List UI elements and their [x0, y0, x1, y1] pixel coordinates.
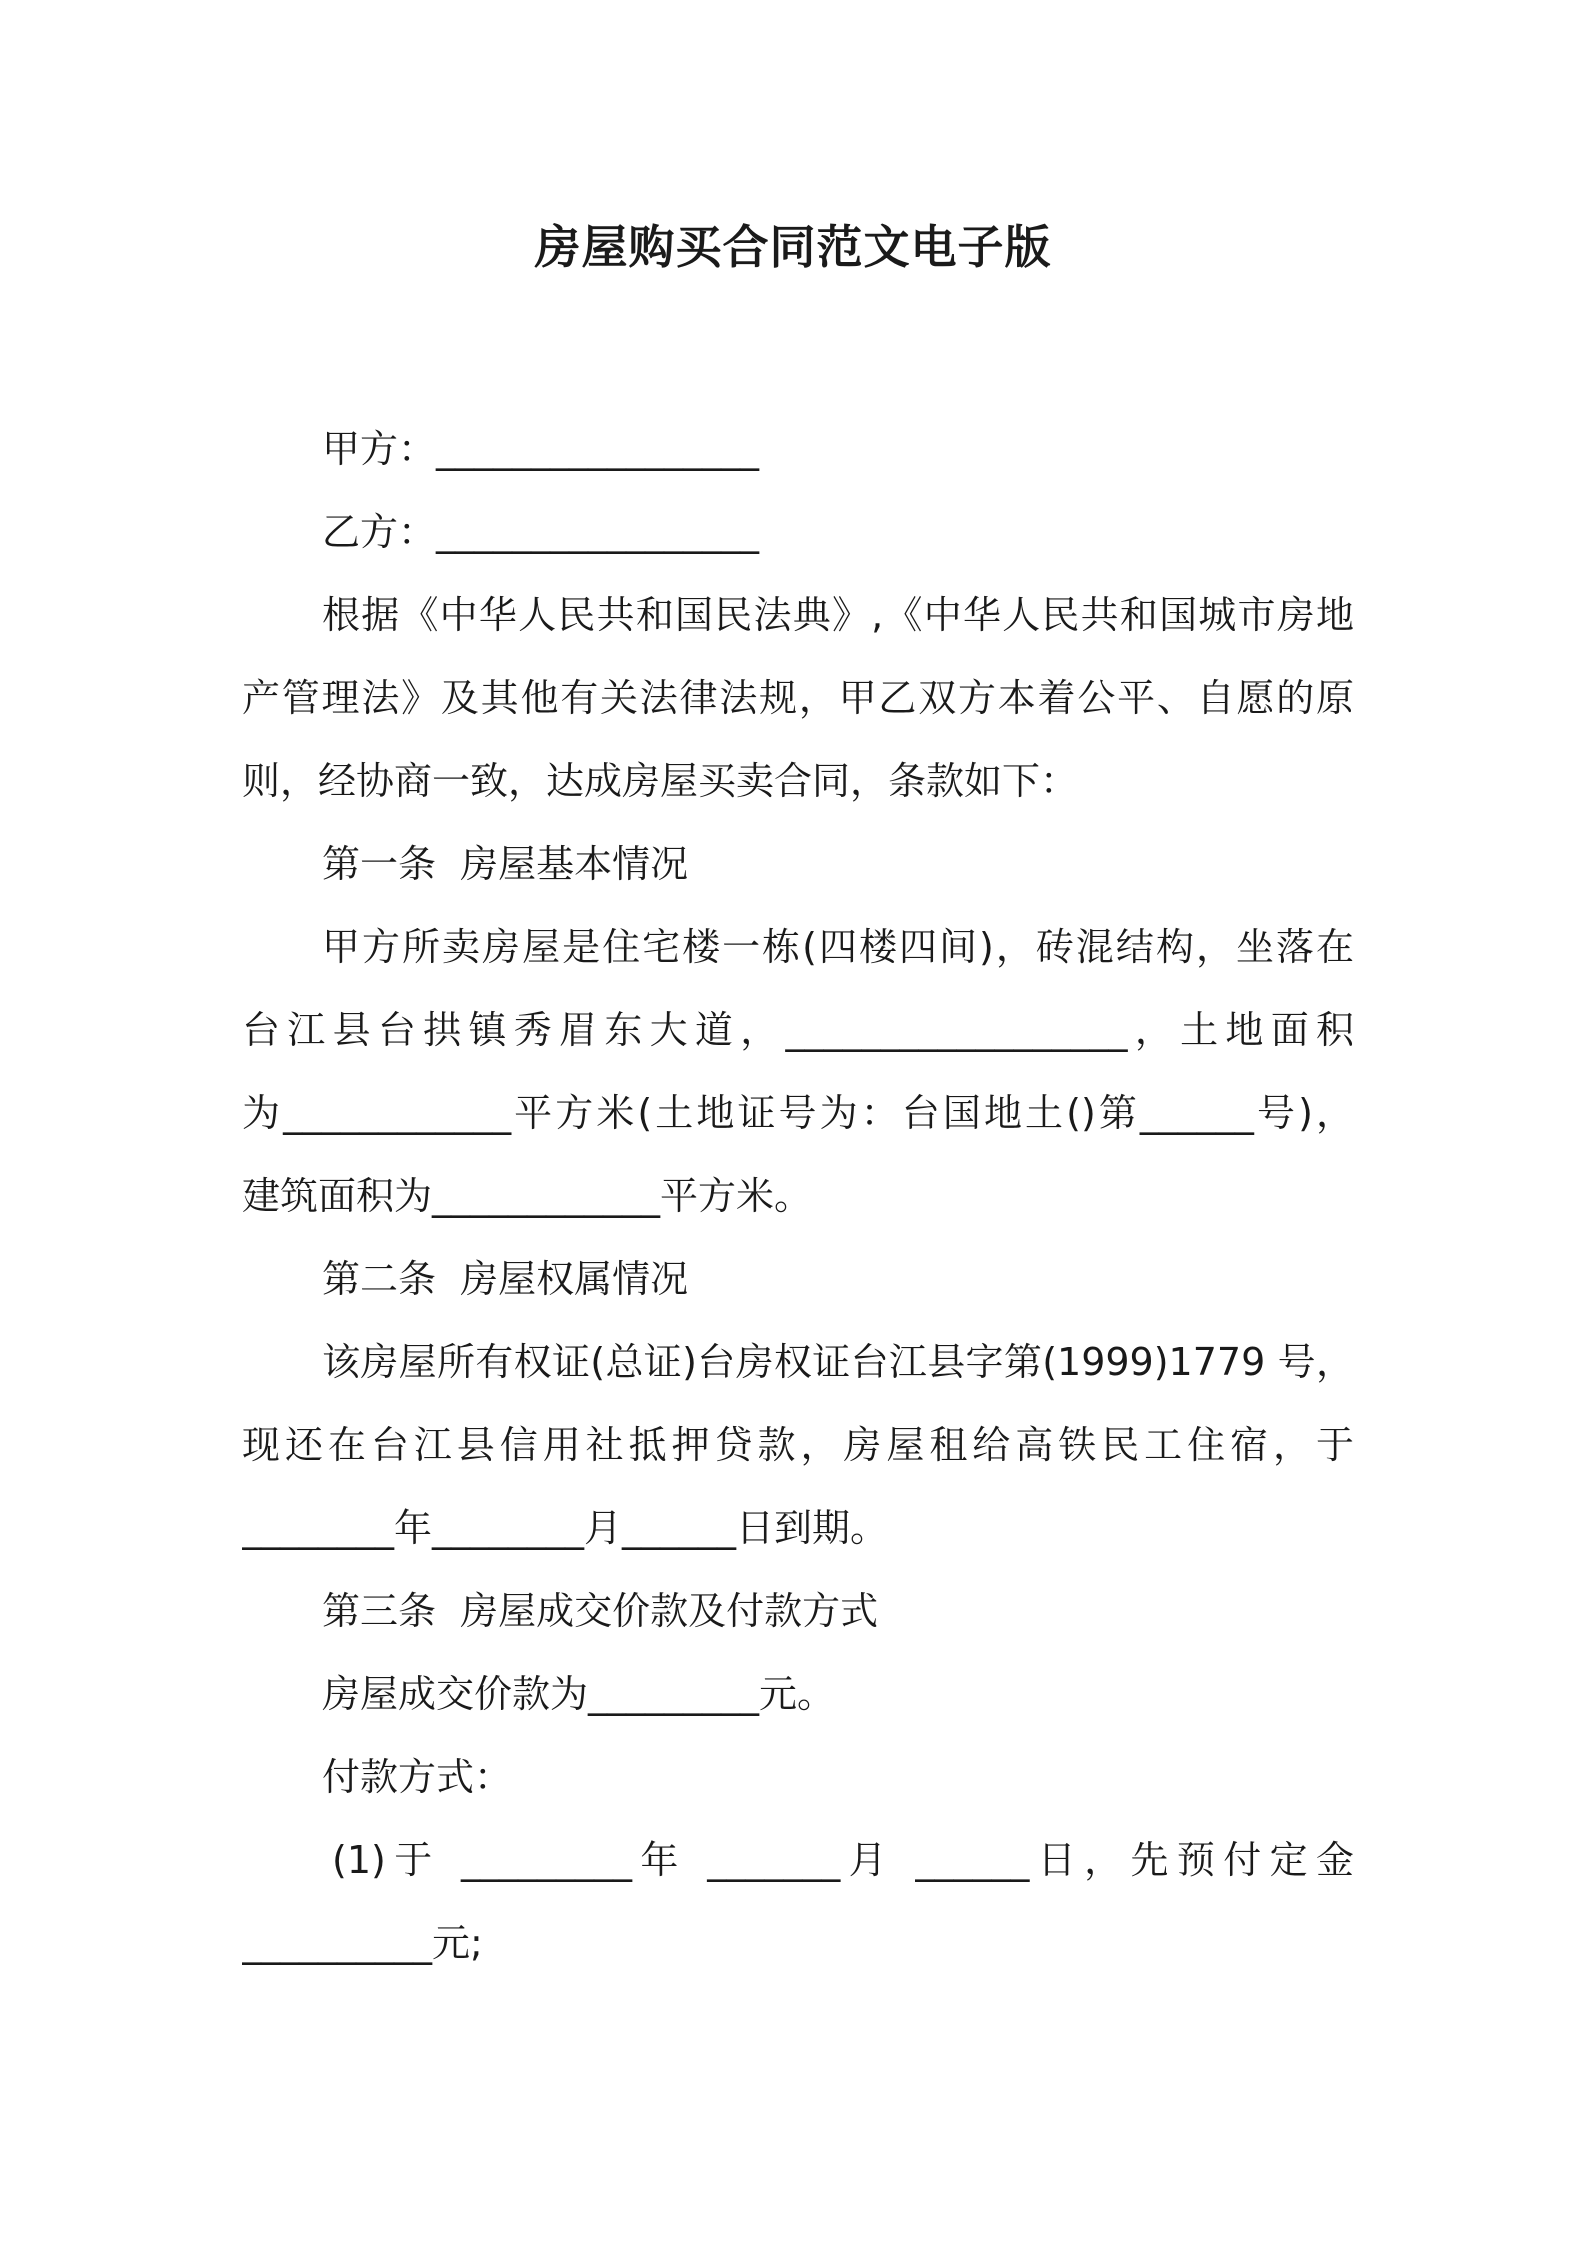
preamble-line: 产管理法》及其他有关法律法规，甲乙双方本着公平、自愿的原	[242, 676, 1354, 720]
price-line: 房屋成交价款为_________元。	[322, 1672, 836, 1716]
article-2-line: 该房屋所有权证(总证)台房权证台江县字第(1999)1779 号，	[322, 1340, 1354, 1384]
article-2-line: 现还在台江县信用社抵押贷款，房屋租给高铁民工住宿，于	[242, 1423, 1354, 1467]
payment-label: 付款方式：	[322, 1755, 513, 1799]
payment-item-line: __________元;	[242, 1921, 483, 1965]
payment-item-line: (1)于 _________年 _______月 ______日，先预付定金	[332, 1838, 1354, 1882]
article-1-heading: 第一条 房屋基本情况	[322, 842, 689, 886]
article-3-heading: 第三条 房屋成交价款及付款方式	[322, 1589, 879, 1633]
article-2-heading: 第二条 房屋权属情况	[322, 1257, 689, 1301]
article-1-line: 甲方所卖房屋是住宅楼一栋(四楼四间)，砖混结构，坐落在	[322, 925, 1354, 969]
preamble-line: 则，经协商一致，达成房屋买卖合同，条款如下：	[242, 759, 1079, 803]
party-a-line: 甲方：_________________	[322, 427, 760, 471]
article-1-line: 台江县台拱镇秀眉东大道，__________________，土地面积	[242, 1008, 1354, 1052]
preamble-line: 根据《中华人民共和国民法典》,《中华人民共和国城市房地	[322, 593, 1354, 637]
document-body	[242, 408, 1354, 1985]
article-1-line: 为____________平方米(土地证号为：台国地土()第______号)，	[242, 1091, 1354, 1135]
party-b-line: 乙方：_________________	[322, 510, 760, 554]
document-title: 房屋购买合同范文电子版	[534, 220, 1052, 274]
article-1-line: 建筑面积为____________平方米。	[242, 1174, 813, 1218]
article-2-line: ________年________月______日到期。	[242, 1506, 889, 1550]
